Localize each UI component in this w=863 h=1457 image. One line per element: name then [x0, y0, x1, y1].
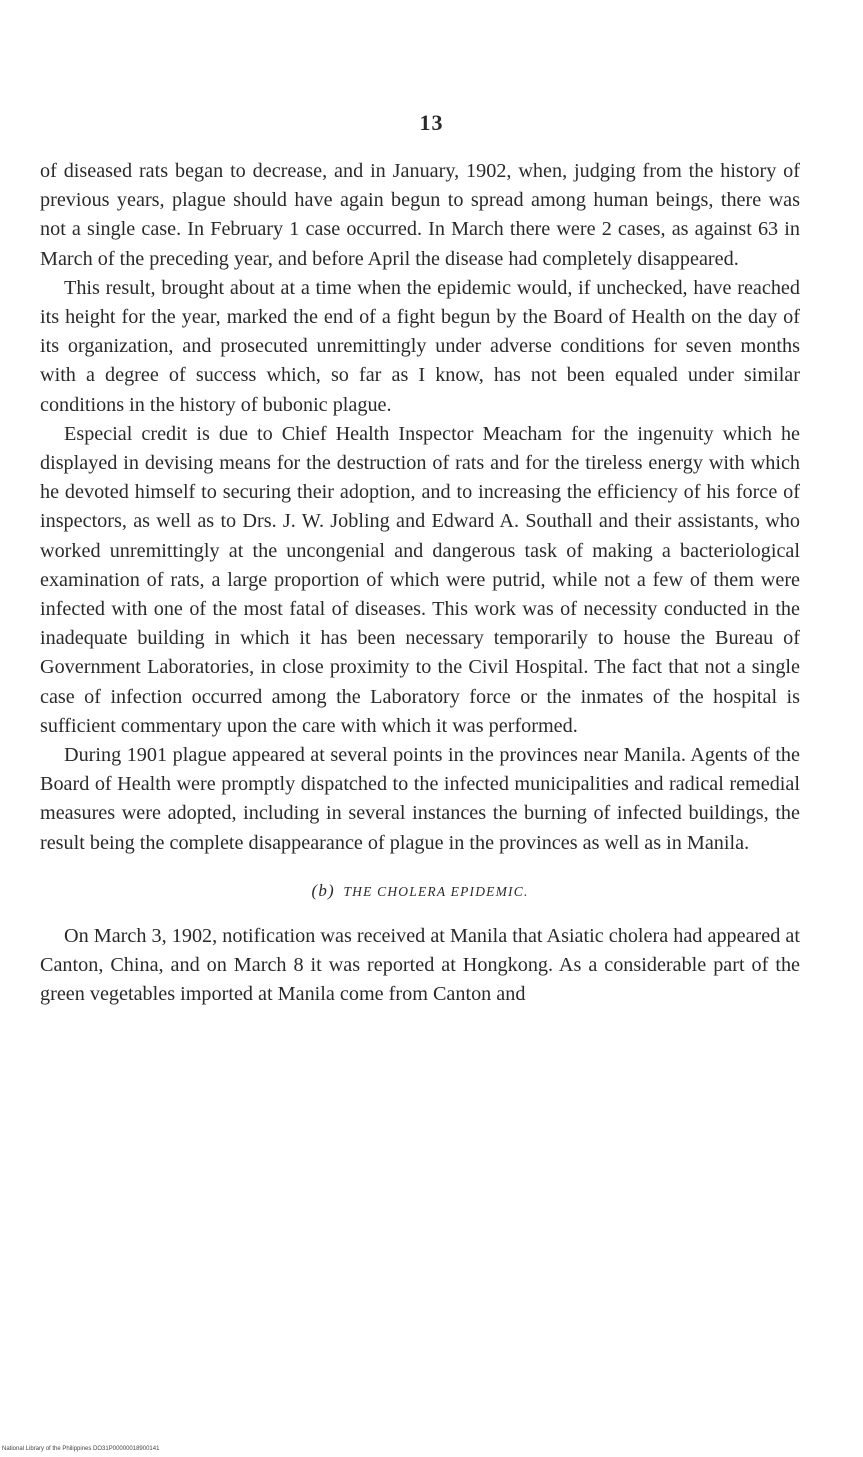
page-number: 13 — [419, 110, 444, 135]
footer-credit: National Library of the Philippines DO31P00000018900141 — [2, 1446, 160, 1452]
paragraph-4: During 1901 plague appeared at several points in the provinces near Manila. Agents of the Board of Health were promptly dispatched to the infected municipalities and radical remedial measures were adopted, including in several instances the burning of infected buildings, the result being the complete disappearance of plague in the provinces as well as in Manila. — [40, 744, 800, 854]
paragraph-2: This result, brought about at a time when the epidemic would, if unchecked, have reached its height for the year, marked the end of a fight begun by the Board of Health on the day of its organization, and prosecuted unremittingly under adverse conditions for seven months with a degree of success which, so far as I know, has not been equaled under similar conditions in the history of bubonic plague. — [40, 276, 800, 416]
section-heading — [40, 881, 800, 902]
section-marker: (b) — [311, 880, 335, 900]
paragraph-1: of diseased rats began to decrease, and in January, 1902, when, judging from the history of previous years, plague should have again begun to spread among human beings, there was not a single case. In February 1 case occurred. In March there were 2 cases, as against 63 in March of the preceding year, and before April the disease had completely disappeared. — [40, 160, 800, 270]
paragraph-5: On March 3, 1902, notification was received at Manila that Asiatic cholera had appeared at Canton, China, and on March 8 it was reported at Hongkong. As a considerable part of the green vegetables imported at Manila come from Canton and — [40, 924, 800, 1006]
section-title: THE CHOLERA EPIDEMIC. — [343, 883, 529, 899]
text-block — [40, 157, 800, 1009]
paragraph-3: Especial credit is due to Chief Health Inspector Meacham for the ingenuity which he displayed in devising means for the destruction of rats and for the tireless energy with which he devoted himself to securing their adoption, and to increasing the efficiency of his force of inspectors, as well as to Drs. J. W. Jobling and Edward A. Southall and their assistants, who worked unremittingly at the uncongenial and dangerous task of making a bacteriological examination of rats, a large proportion of which were putrid, while not a few of them were infected with one of the most fatal of diseases. This work was of necessity conducted in the inadequate building in which it has been necessary temporarily to house the Bureau of Government Laboratories, in close proximity to the Civil Hospital. The fact that not a single case of infection occurred among the Laboratory force or the inmates of the hospital is sufficient commentary upon the care with which it was performed. — [40, 422, 800, 737]
